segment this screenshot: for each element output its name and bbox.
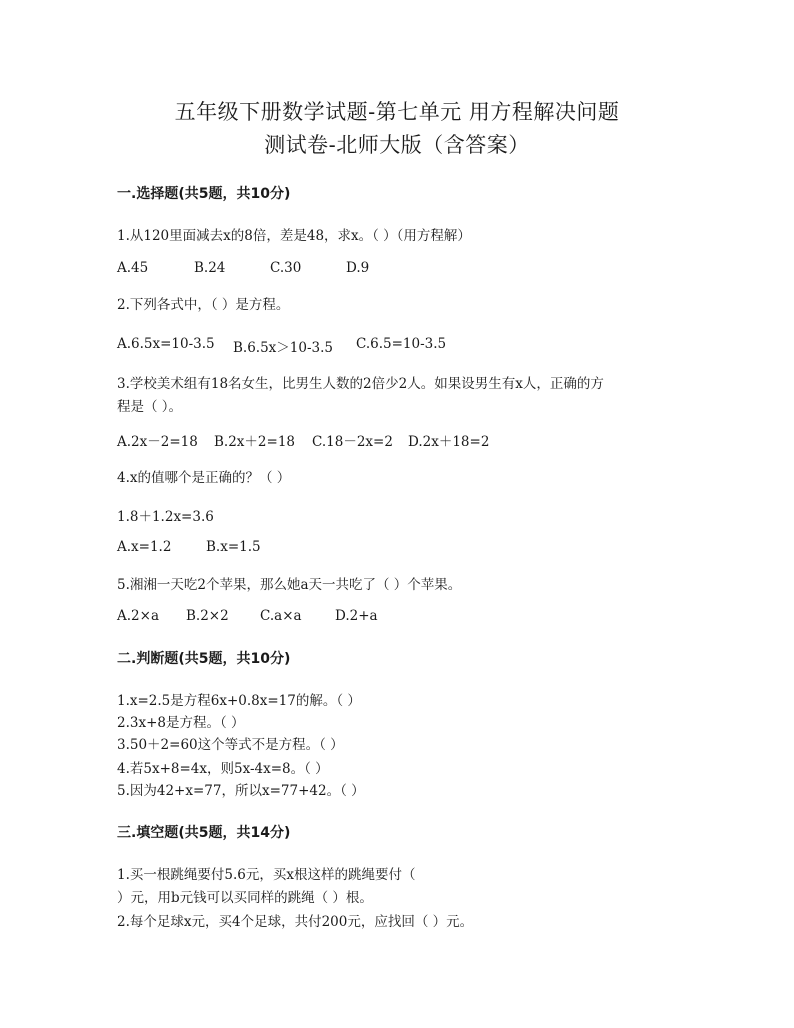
document-title-line-1: 五年级下册数学试题-第七单元 用方程解决问题	[174, 100, 620, 124]
section-heading-judgement: 二.判断题(共5题，共10分)	[117, 651, 291, 667]
q2-option-c: C.6.5=10-3.5	[356, 336, 447, 352]
q1-option-b: B.24	[194, 260, 226, 276]
q5-option-d: D.2+a	[335, 608, 378, 624]
section-heading-fill-blank: 三.填空题(共5题，共14分)	[117, 825, 291, 841]
question-3-text-line-1: 3.学校美术组有18名女生，比男生人数的2倍少2人。如果设男生有x人，正确的方	[117, 376, 604, 392]
question-4-equation: 1.8＋1.2x=3.6	[117, 509, 214, 525]
q4-option-b: B.x=1.5	[206, 539, 261, 555]
judgement-item: 4.若5x+8=4x，则5x-4x=8。（ ）	[117, 761, 329, 777]
q5-option-b: B.2×2	[186, 608, 229, 624]
question-4-text: 4.x的值哪个是正确的？（ ）	[117, 470, 291, 486]
q3-option-c: C.18－2x=2	[312, 434, 393, 450]
fill-question-1-line-2: ）元，用b元钱可以买同样的跳绳（ ）根。	[117, 890, 373, 906]
question-1-text: 1.从120里面减去x的8倍，差是48，求x。（ ）（用方程解）	[117, 228, 471, 244]
question-3-text-line-2: 程是（ ）。	[117, 399, 183, 415]
judgement-item: 2.3x+8是方程。（ ）	[117, 715, 245, 731]
fill-question-1-line-1: 1.买一根跳绳要付5.6元，买x根这样的跳绳要付（	[117, 867, 416, 883]
q1-option-d: D.9	[346, 260, 370, 276]
q3-option-a: A.2x－2=18	[117, 434, 198, 450]
q2-option-a: A.6.5x=10-3.5	[117, 336, 215, 352]
q2-option-b: B.6.5x＞10-3.5	[233, 340, 334, 356]
section-heading-choice: 一.选择题(共5题，共10分)	[117, 186, 291, 202]
q4-option-a: A.x=1.2	[117, 539, 172, 555]
judgement-item: 1.x=2.5是方程6x+0.8x=17的解。（ ）	[117, 693, 361, 709]
document-title-line-2: 测试卷-北师大版（含答案）	[264, 133, 530, 157]
judgement-item: 5.因为42+x=77，所以x=77+42。（ ）	[117, 783, 365, 799]
q3-option-b: B.2x＋2=18	[214, 434, 295, 450]
q3-option-d: D.2x＋18=2	[408, 434, 490, 450]
q5-option-a: A.2×a	[117, 608, 159, 624]
fill-question-2: 2.每个足球x元，买4个足球，共付200元，应找回（ ）元。	[117, 914, 474, 930]
q1-option-a: A.45	[117, 260, 149, 276]
q5-option-c: C.a×a	[260, 608, 302, 624]
q1-option-c: C.30	[270, 260, 302, 276]
judgement-item: 3.50＋2=60这个等式不是方程。（ ）	[117, 737, 344, 753]
question-2-text: 2.下列各式中，（ ）是方程。	[117, 297, 290, 313]
question-5-text: 5.湘湘一天吃2个苹果，那么她a天一共吃了（ ）个苹果。	[117, 577, 462, 593]
